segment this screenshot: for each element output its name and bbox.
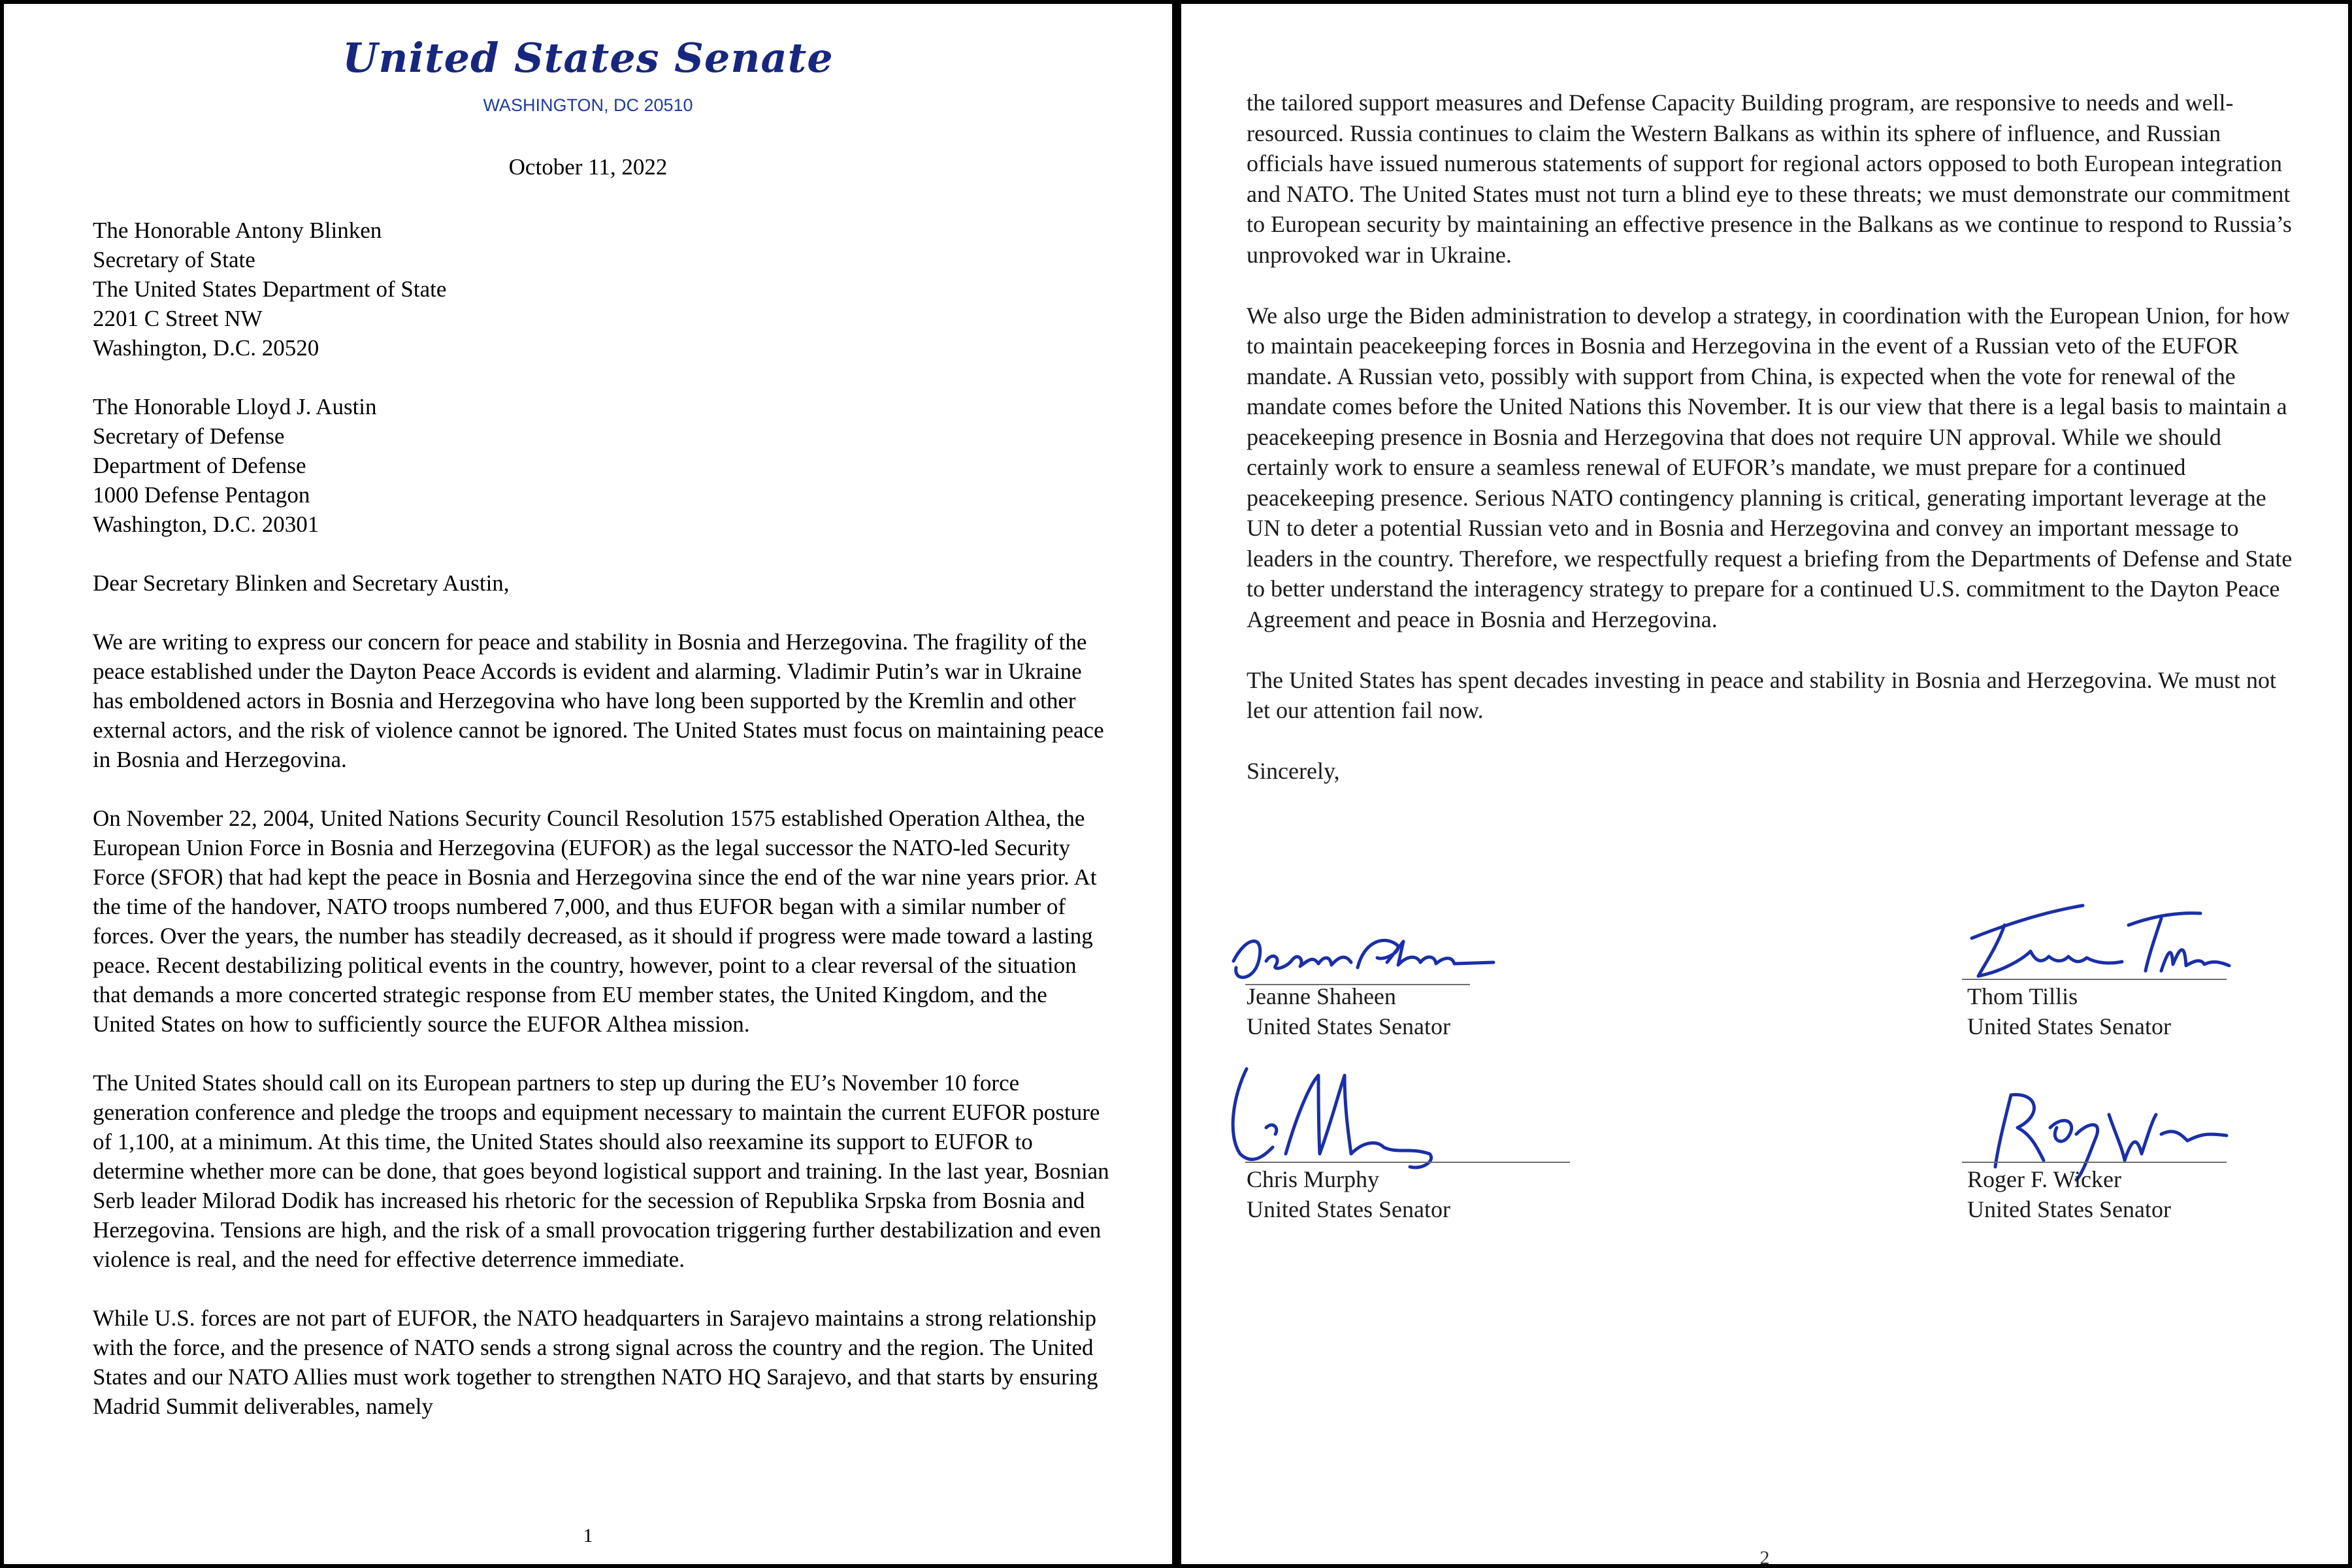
signatory-title: United States Senator xyxy=(1247,1196,1450,1222)
letterhead-title: United States Senate xyxy=(342,34,834,82)
signature-line xyxy=(1245,1162,1570,1163)
closing: Sincerely, xyxy=(1247,758,1340,784)
address-line: Washington, D.C. 20301 xyxy=(93,512,319,537)
signatory-name: Thom Tillis xyxy=(1967,983,2078,1009)
signature-line xyxy=(1962,1162,2227,1163)
signatory-name: Chris Murphy xyxy=(1247,1166,1380,1192)
signature-tillis xyxy=(1965,899,2240,984)
signatory-shaheen xyxy=(1247,981,1450,1041)
signatory-title: United States Senator xyxy=(1247,1013,1450,1039)
signatory-tillis xyxy=(1967,981,2171,1041)
address-line: 1000 Defense Pentagon xyxy=(93,482,310,508)
address-line: Secretary of Defense xyxy=(93,423,285,449)
body-paragraph: We are writing to express our concern for peace and stability in Bosnia and Herzegovina. The fragility of the peace established under the Dayton Peace Accords is evident and alarming. Vladimir Putin’s war in Ukraine has emboldened actors in Bosnia and Herzegovina who have long been supported by the Kremlin and other external actors, and the risk of violence cannot be ignored. The United States must focus on maintaining peace in Bosnia and Herzegovina. xyxy=(93,629,1104,772)
address-line: The Honorable Lloyd J. Austin xyxy=(93,394,377,419)
salutation: Dear Secretary Blinken and Secretary Austin, xyxy=(93,570,510,596)
letter-date: October 11, 2022 xyxy=(508,154,668,180)
letterhead-subtitle: WASHINGTON, DC 20510 xyxy=(483,95,693,115)
address-line: Washington, D.C. 20520 xyxy=(93,335,319,361)
body-paragraph: While U.S. forces are not part of EUFOR, the NATO headquarters in Sarajevo maintains a strong relationship with the force, and the presence of NATO sends a strong signal across the country and the region. The United States and our NATO Allies must work together to strengthen NATO HQ Sarajevo, and that starts by ensuring Madrid Summit deliverables, namely xyxy=(93,1305,1098,1419)
address-line: The United States Department of State xyxy=(93,276,447,302)
body-paragraph: On November 22, 2004, United Nations Security Council Resolution 1575 established Operation Althea, the European Union Force in Bosnia and Herzegovina (EUFOR) as the legal successor the NATO-led Security Force (SFOR) that had kept the peace in Bosnia and Herzegovina since the end of the war nine years prior. At the time of the handover, NATO troops numbered 7,000, and thus EUFOR began with a similar number of forces. Over the years, the number has steadily decreased, as it should if progress were made toward a lasting peace. Recent destabilizing political events in the country, however, point to a clear reversal of the situation that demands a more concerted strategic response from EU member states, the United Kingdom, and the United States on how to sufficiently source the EUFOR Althea mission. xyxy=(93,806,1097,1037)
body-paragraph: The United States has spent decades investing in peace and stability in Bosnia and Herzegovina. We must not let our attention fail now. xyxy=(1247,666,2277,723)
signature-line xyxy=(1962,979,2227,980)
body-paragraph: the tailored support measures and Defense Capacity Building program, are responsive to needs and well-resourced. Russia continues to claim the Western Balkans as within its sphere of influence, and Russian officials have issued numerous statements of support for regional actors opposed to both European integration and NATO. The United States must not turn a blind eye to these threats; we must demonstrate our commitment to European security by maintaining an effective presence in the Balkans as we continue to respond to Russia’s unprovoked war in Ukraine. xyxy=(1247,90,2292,268)
address-line: 2201 C Street NW xyxy=(93,306,263,331)
recipient-address-1 xyxy=(93,216,1112,363)
letter-body-page-2 xyxy=(1247,88,2295,817)
address-line: Department of Defense xyxy=(93,453,306,478)
letter-page-1 xyxy=(4,4,1172,1564)
recipient-address-2 xyxy=(93,392,1112,539)
address-line: Secretary of State xyxy=(93,247,255,272)
signatory-title: United States Senator xyxy=(1967,1196,2171,1222)
signatory-name: Jeanne Shaheen xyxy=(1247,983,1396,1009)
letter-body-page-1 xyxy=(93,216,1112,1450)
signatory-wicker xyxy=(1967,1164,2171,1224)
signatory-title: United States Senator xyxy=(1967,1013,2171,1039)
page-number: 2 xyxy=(1759,1547,1770,1564)
body-paragraph: We also urge the Biden administration to develop a strategy, in coordination with the European Union, for how to maintain peacekeeping forces in Bosnia and Herzegovina in the event of a Russian veto of the EUFOR mandate. A Russian veto, possibly with support from China, is expected when the vote for renewal of the mandate comes before the United Nations this November. It is our view that there is a legal basis to maintain a peacekeeping presence in Bosnia and Herzegovina that does not require UN approval. While we should certainly work to ensure a seamless renewal of EUFOR’s mandate, we must prepare for a continued peacekeeping presence. Serious NATO contingency planning is critical, generating important leverage at the UN to deter a potential Russian veto and in Bosnia and Herzegovina and convey an important message to leaders in the country. Therefore, we respectfully request a briefing from the Departments of Defense and State to better understand the interagency strategy to prepare for a continued U.S. commitment to the Dayton Peace Agreement and peace in Bosnia and Herzegovina. xyxy=(1247,302,2293,632)
signatory-name: Roger F. Wicker xyxy=(1967,1166,2121,1192)
letter-page-2 xyxy=(1181,4,2348,1564)
signatory-murphy xyxy=(1247,1164,1450,1224)
address-line: The Honorable Antony Blinken xyxy=(93,218,382,243)
body-paragraph: The United States should call on its European partners to step up during the EU’s November 10 force generation conference and pledge the troops and equipment necessary to maintain the current EUFOR posture of 1,100, at a minimum. At this time, the United States should also reexamine its support to EUFOR to determine whether more can be done, that goes beyond logistical support and training. In the last year, Bosnian Serb leader Milorad Dodik has increased his rhetoric for the secession of Republika Srpska from Bosnia and Herzegovina. Tensions are high, and the risk of a small provocation triggering further destabilization and even violence is real, and the need for effective deterrence immediate. xyxy=(93,1070,1109,1272)
page-number: 1 xyxy=(583,1525,593,1546)
